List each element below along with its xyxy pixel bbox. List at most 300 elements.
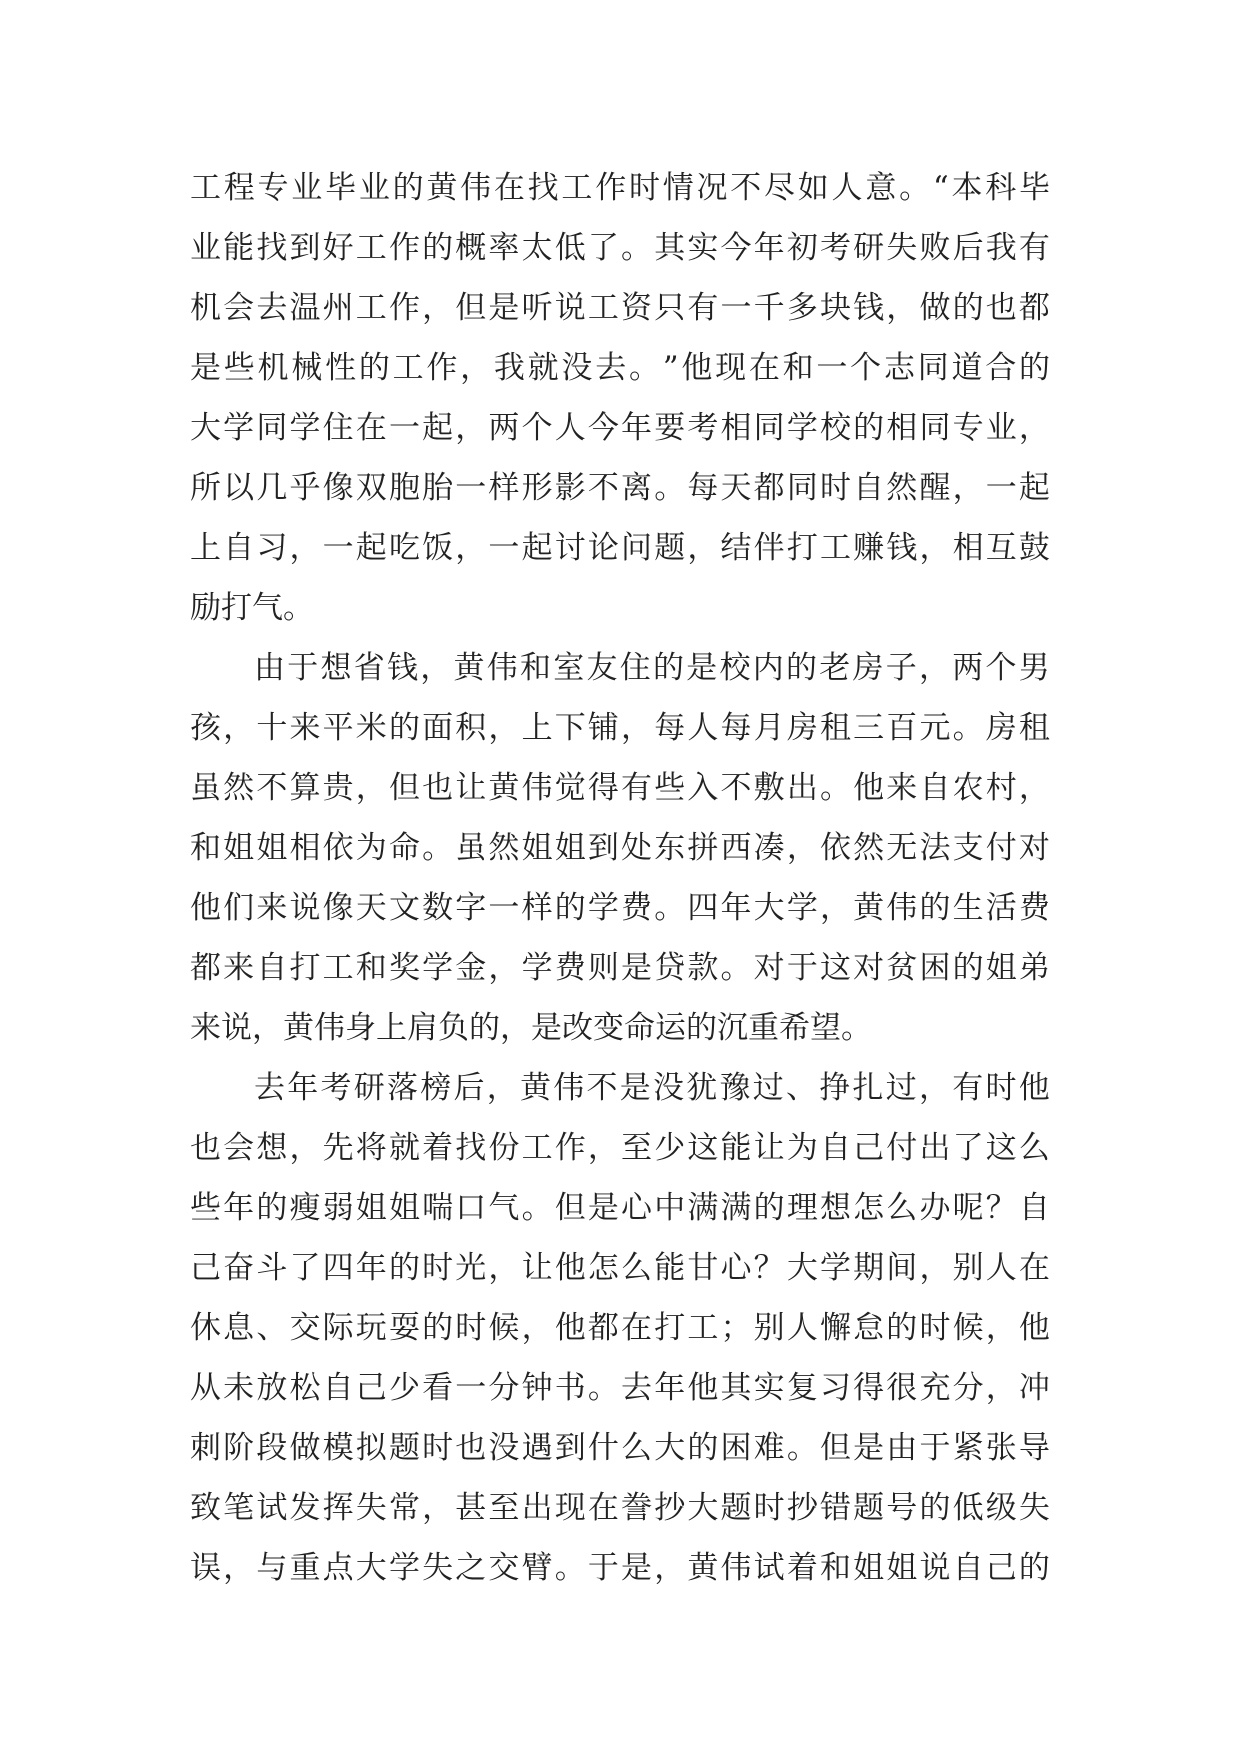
text-char: 后 (952, 230, 984, 266)
text-char: 钟 (521, 1370, 553, 1406)
text-char: 元 (919, 710, 951, 746)
text-char: 下 (554, 710, 586, 746)
text-line (190, 998, 1050, 1058)
text-char: 人 (687, 710, 719, 746)
text-char: 也 (190, 1130, 221, 1166)
text-char: 住 (619, 650, 651, 686)
text-char: 子 (885, 650, 917, 686)
text-char: 况 (696, 170, 728, 206)
text-char: 身 (345, 1010, 376, 1046)
text-char: 起 (1018, 470, 1050, 506)
text-char: 也 (985, 290, 1017, 326)
text-char: 致 (190, 1490, 221, 1526)
text-char: 省 (353, 650, 385, 686)
text-char: 同 (753, 410, 785, 446)
text-char: 个 (985, 650, 1017, 686)
text-char: 胎 (422, 470, 454, 506)
text-char: 低 (952, 1490, 984, 1526)
text-char: 姐 (554, 830, 586, 866)
text-char: 满 (687, 1190, 719, 1226)
text-line (190, 218, 1050, 278)
text-char: 一 (322, 530, 354, 566)
text-char: 他 (681, 350, 713, 386)
text-char: 对 (1018, 830, 1050, 866)
text-char: 放 (256, 1370, 288, 1406)
text-char: 道 (951, 350, 983, 386)
text-char: 理 (786, 1190, 818, 1226)
text-char: 贵 (322, 770, 354, 806)
text-char: 时 (422, 1430, 454, 1466)
text-char: 内 (752, 650, 784, 686)
text-char: 的 (886, 1310, 918, 1346)
text-char: 困 (919, 950, 951, 986)
text-char: 多 (786, 290, 818, 326)
text-char: 现 (715, 350, 747, 386)
text-char: 年 (720, 890, 752, 926)
text-char: 点 (322, 1550, 354, 1586)
text-char: 鼓 (1018, 530, 1050, 566)
text-char: 么 (621, 1430, 653, 1466)
text-char: 初 (786, 230, 818, 266)
text-char: 己 (355, 1370, 387, 1406)
text-char: 无 (886, 830, 918, 866)
text-char: 相 (886, 410, 918, 446)
text-char: 业 (291, 170, 323, 206)
text-char: 三 (853, 710, 885, 746)
text-char: 了 (289, 1250, 321, 1286)
text-char: 失 (422, 1550, 454, 1586)
text-char: 姐 (388, 1190, 420, 1226)
text-char: 的 (653, 650, 684, 686)
text-line (190, 578, 1050, 638)
text-char: 之 (455, 1550, 487, 1586)
text-char: 是 (488, 290, 520, 326)
text-char: 男 (1018, 650, 1050, 686)
text-char: 级 (985, 1490, 1017, 1526)
text-char: 是 (531, 1010, 562, 1046)
text-char: 作 (554, 1130, 586, 1166)
text-char: 械 (291, 350, 323, 386)
text-char: 工 (190, 170, 221, 206)
text-char: 像 (322, 470, 354, 506)
text-char: 过 (752, 1070, 784, 1106)
text-line (190, 1298, 1050, 1358)
text-char: 犹 (686, 1070, 718, 1106)
text-line (190, 818, 1050, 878)
text-char: 一 (488, 890, 520, 926)
text-char: 我 (493, 350, 525, 386)
text-char: 重 (289, 1550, 321, 1586)
text-char: 工 (587, 290, 619, 326)
text-char: 誊 (621, 1490, 653, 1526)
text-char: 少 (654, 1130, 686, 1166)
text-char: 然 (223, 770, 255, 806)
text-char: 让 (521, 1250, 553, 1286)
text-char: 伟 (521, 770, 553, 806)
text-char: 气 (488, 1190, 520, 1226)
text-char: ， (1018, 770, 1050, 806)
text-char: 的 (952, 290, 984, 326)
text-char: 十 (256, 710, 288, 746)
text-char: 同 (917, 350, 949, 386)
text-char: 没 (653, 1070, 684, 1106)
text-char: ， (587, 1130, 619, 1166)
text-char: 法 (919, 830, 951, 866)
text-char: 的 (392, 170, 424, 206)
text-char: ， (486, 1070, 518, 1106)
text-char: 不 (730, 170, 762, 206)
text-char: 业 (190, 230, 221, 266)
text-char: 相 (720, 410, 752, 446)
text-char: 千 (753, 290, 785, 326)
text-char: 每 (720, 710, 752, 746)
text-char: 口 (455, 1190, 487, 1226)
text-char: 己 (190, 1250, 221, 1286)
text-char: 斗 (256, 1250, 288, 1286)
text-line (190, 938, 1050, 998)
text-char: 的 (753, 1190, 785, 1226)
text-char: 们 (223, 890, 255, 926)
text-char: ， (819, 890, 851, 926)
text-char: 气 (252, 590, 283, 626)
text-char: 有 (687, 290, 719, 326)
text-char: 字 (455, 890, 487, 926)
text-char: 他 (554, 1310, 586, 1346)
text-char: 没 (488, 1430, 520, 1466)
text-char: 自 (1018, 1190, 1050, 1226)
text-char: 、 (786, 1070, 817, 1106)
text-char: 人 (985, 1250, 1017, 1286)
text-char: 不 (720, 770, 752, 806)
text-char: 满 (720, 1190, 752, 1226)
text-char: 的 (919, 890, 951, 926)
text-char: 伟 (486, 650, 518, 686)
text-char: 榜 (420, 1070, 452, 1106)
text-char: 拟 (355, 1430, 387, 1466)
text-char: 但 (819, 1430, 851, 1466)
text-char: ， (223, 1550, 255, 1586)
text-char: ？ (985, 1190, 1017, 1226)
text-char: 在 (493, 170, 525, 206)
text-char: 样 (521, 890, 553, 926)
text-char: 有 (621, 770, 653, 806)
text-char: 命 (624, 1010, 655, 1046)
text-char: 但 (554, 1190, 586, 1226)
text-char: ， (355, 770, 387, 806)
text-char: 去 (254, 1070, 285, 1106)
text-char: 吃 (388, 530, 420, 566)
text-char: 为 (786, 1130, 818, 1166)
text-char: 时 (819, 470, 851, 506)
text-char: 复 (786, 1370, 818, 1406)
text-char: 就 (527, 350, 559, 386)
text-char: 的 (388, 1250, 420, 1286)
text-char: ， (654, 1550, 686, 1586)
text-char: 题 (853, 1490, 885, 1526)
text-char: 题 (388, 1430, 420, 1466)
text-char: 变 (593, 1010, 624, 1046)
text-char: 四 (687, 890, 719, 926)
text-char: 么 (1018, 1130, 1050, 1166)
text-char: 的 (853, 410, 885, 446)
text-char: 时 (628, 170, 660, 206)
text-line (190, 1478, 1050, 1538)
text-char: 从 (190, 1370, 221, 1406)
text-char: 期 (853, 1250, 885, 1286)
text-char: 他 (687, 1370, 719, 1406)
text-char: 大 (654, 1430, 686, 1466)
text-char: 了 (587, 230, 619, 266)
text-char: 落 (387, 1070, 418, 1106)
text-char: 姐 (256, 830, 288, 866)
text-char: 。 (621, 230, 653, 266)
text-char: 时 (919, 1310, 951, 1346)
text-char: 出 (521, 1490, 553, 1526)
text-char: 不 (587, 470, 619, 506)
text-char: 几 (256, 470, 288, 506)
text-char: 年 (223, 1190, 255, 1226)
text-char: 别 (952, 1250, 984, 1286)
text-char: 黄 (426, 170, 458, 206)
text-char: 都 (753, 470, 785, 506)
text-char: 的 (554, 890, 586, 926)
text-char: 每 (687, 470, 719, 506)
text-char: 学 (521, 950, 553, 986)
text-char: 自 (819, 1130, 851, 1166)
text-char: ， (252, 1010, 283, 1046)
text-char: ， (422, 1490, 454, 1526)
text-char: 工 (819, 530, 851, 566)
text-char: 这 (819, 950, 851, 986)
text-char: 费 (1018, 890, 1050, 926)
text-char: 伟 (886, 890, 918, 926)
text-char: ， (455, 530, 487, 566)
text-char: 性 (325, 350, 357, 386)
text-char: 意 (865, 170, 897, 206)
text-char: 年 (355, 1250, 387, 1286)
text-char: 与 (256, 1550, 288, 1586)
text-char: 贷 (654, 950, 686, 986)
text-char: 去 (621, 1370, 653, 1406)
text-char: 都 (190, 950, 221, 986)
text-char: 是 (190, 350, 221, 386)
text-char: 室 (553, 650, 585, 686)
text-char: 他 (1018, 1070, 1050, 1106)
text-char: 但 (455, 290, 487, 326)
text-char: 生 (952, 890, 984, 926)
text-char: 老 (819, 650, 851, 686)
text-char: 弟 (1018, 950, 1050, 986)
text-char: 专 (257, 170, 289, 206)
text-char: 则 (587, 950, 619, 986)
text-char: 刺 (190, 1430, 221, 1466)
text-line (190, 1178, 1050, 1238)
text-char: 和 (520, 650, 551, 686)
text-char: 钱 (387, 650, 418, 686)
text-char: 。 (841, 1010, 872, 1046)
text-char: 工 (355, 230, 387, 266)
text-char: 命 (388, 830, 420, 866)
text-char: 在 (621, 1310, 653, 1346)
text-char: 费 (621, 890, 653, 926)
text-char: 本 (951, 170, 983, 206)
text-char: 村 (985, 770, 1017, 806)
text-char: 能 (720, 1130, 752, 1166)
text-char: 在 (587, 1490, 619, 1526)
text-char: 分 (952, 1370, 984, 1406)
text-char: 房 (985, 710, 1017, 746)
text-char: 姐 (521, 830, 553, 866)
text-char: 这 (985, 1130, 1017, 1166)
text-char: 希 (779, 1010, 810, 1046)
text-char: 作 (426, 350, 458, 386)
text-char: 年 (287, 1070, 319, 1106)
text-char: 励 (190, 590, 221, 626)
text-char: 充 (919, 1370, 951, 1406)
text-char: 然 (886, 470, 918, 506)
text-char: 学 (388, 1550, 420, 1586)
text-char: ” (662, 350, 679, 386)
text-char: 要 (654, 410, 686, 446)
text-char: 虽 (455, 830, 487, 866)
text-char: 月 (753, 710, 785, 746)
text-char: 胞 (388, 470, 420, 506)
text-char: 人 (554, 410, 586, 446)
text-char: 西 (720, 830, 752, 866)
text-char: 敷 (753, 770, 785, 806)
text-char: 呢 (952, 1190, 984, 1226)
text-char: 研 (853, 230, 885, 266)
text-char: 做 (919, 290, 951, 326)
text-char: 但 (388, 770, 420, 806)
text-char: 交 (289, 1310, 321, 1346)
text-char: 来 (190, 1010, 221, 1046)
text-char: 工 (561, 170, 593, 206)
text-char: 看 (422, 1370, 454, 1406)
text-char: 其 (654, 230, 686, 266)
text-char: 东 (654, 830, 686, 866)
text-char: 为 (355, 830, 387, 866)
text-char: 挥 (322, 1490, 354, 1526)
text-char: 冲 (1018, 1370, 1050, 1406)
text-char: 至 (488, 1490, 520, 1526)
text-char: 怎 (853, 1190, 885, 1226)
text-char: 科 (985, 170, 1017, 206)
text-char: 间 (886, 1250, 918, 1286)
text-char: 听 (521, 290, 553, 326)
text-char: 失 (886, 230, 918, 266)
text-char: 一 (720, 290, 752, 326)
text-char: 过 (885, 1070, 917, 1106)
text-char: 交 (488, 1550, 520, 1586)
text-char: 以 (223, 470, 255, 506)
text-char: 黄 (520, 1070, 551, 1106)
text-char: 房 (786, 710, 818, 746)
text-line (190, 638, 1050, 698)
text-char: 失 (355, 1490, 387, 1526)
text-char: 实 (687, 230, 719, 266)
text-char: 不 (256, 770, 288, 806)
text-char: ， (488, 1250, 520, 1286)
text-char: 误 (190, 1550, 221, 1586)
text-char: 来 (223, 950, 255, 986)
text-char: 姐 (985, 950, 1017, 986)
text-char: 来 (886, 770, 918, 806)
text-char: 赚 (853, 530, 885, 566)
text-char: 机 (190, 290, 221, 326)
text-char: 负 (438, 1010, 469, 1046)
text-char: 今 (587, 410, 619, 446)
text-char: 阶 (223, 1430, 255, 1466)
text-char: 书 (554, 1370, 586, 1406)
text-char: 在 (1018, 1250, 1050, 1286)
text-line (190, 1058, 1050, 1118)
text-char: 。 (422, 830, 454, 866)
text-char: 形 (521, 470, 553, 506)
text-char: 作 (388, 290, 420, 326)
text-char: 时 (985, 1070, 1017, 1106)
text-char: ， (500, 1010, 531, 1046)
text-char: 于 (919, 1430, 951, 1466)
text-char: 一 (985, 470, 1017, 506)
text-char: 块 (819, 290, 851, 326)
text-char: 的 (1019, 350, 1050, 386)
text-char: 都 (587, 1310, 619, 1346)
text-char: 做 (289, 1430, 321, 1466)
text-char: 怎 (587, 1250, 619, 1286)
text-char: 弱 (322, 1190, 354, 1226)
text-char: 的 (422, 1310, 454, 1346)
text-char: 个 (850, 350, 882, 386)
text-char: 只 (654, 290, 686, 326)
text-line (190, 1538, 1050, 1598)
text-char: 学 (786, 890, 818, 926)
text-char: 。 (654, 890, 686, 926)
text-char: 和 (782, 350, 814, 386)
text-char: 然 (853, 830, 885, 866)
text-char: 资 (621, 290, 653, 326)
text-char: 。 (283, 590, 314, 626)
text-char: 想 (819, 1190, 851, 1226)
text-char: 两 (952, 650, 984, 686)
text-line (190, 1418, 1050, 1478)
text-char: ， (985, 1370, 1017, 1406)
text-char: 去 (256, 290, 288, 326)
text-char: 怠 (853, 1310, 885, 1346)
text-char: 到 (554, 1430, 586, 1466)
text-char: ， (488, 950, 520, 986)
text-char: 运 (655, 1010, 686, 1046)
text-char: 打 (221, 590, 252, 626)
text-char: 人 (831, 170, 863, 206)
text-char: 影 (554, 470, 586, 506)
text-char: 的 (469, 1010, 500, 1046)
text-char: 挣 (819, 1070, 851, 1106)
text-char: 别 (753, 1310, 785, 1346)
text-char: 先 (322, 1130, 354, 1166)
text-char: 出 (786, 770, 818, 806)
text-char: 际 (322, 1310, 354, 1346)
text-char: 贫 (886, 950, 918, 986)
text-char: 然 (488, 830, 520, 866)
text-char: 上 (376, 1010, 407, 1046)
text-line (190, 338, 1050, 398)
text-char: 学 (289, 410, 321, 446)
text-char: 找 (527, 170, 559, 206)
text-char: 大 (753, 890, 785, 926)
text-char: 工 (355, 290, 387, 326)
text-char: 校 (819, 410, 851, 446)
